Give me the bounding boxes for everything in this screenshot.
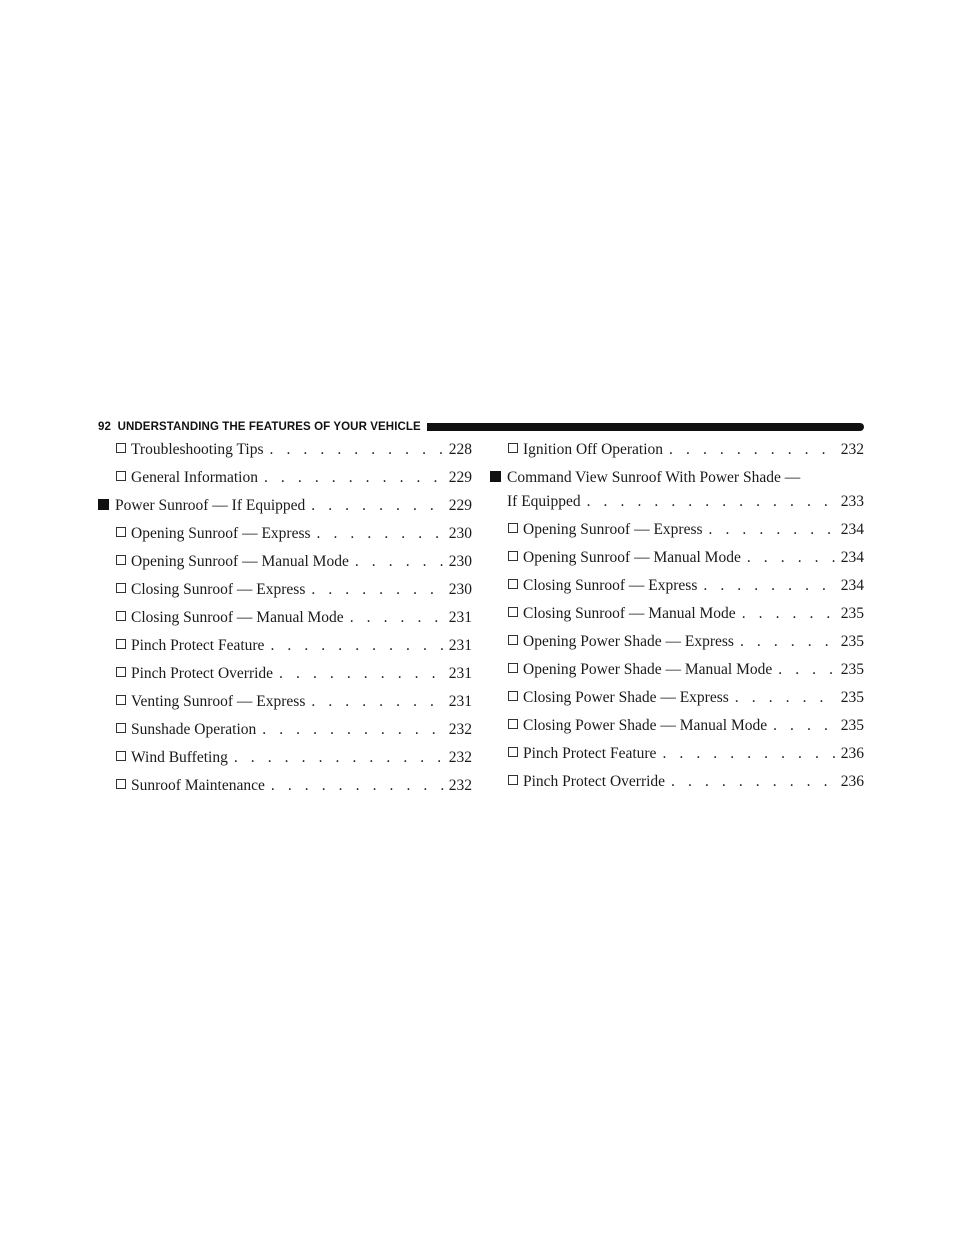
- toc-entry-page: 230: [448, 581, 472, 598]
- toc-entry[interactable]: [98, 608, 472, 628]
- hollow-square-icon: [508, 443, 518, 453]
- leader-dots: [669, 440, 837, 460]
- toc-entry-page: 231: [448, 665, 472, 682]
- leader-dots: [311, 580, 444, 600]
- hollow-square-icon: [508, 607, 518, 617]
- leader-dots: [311, 692, 444, 712]
- toc-entry-page: 234: [840, 549, 864, 566]
- toc-entry-label: Ignition Off Operation: [523, 441, 664, 458]
- hollow-square-icon: [116, 471, 126, 481]
- leader-dots: [317, 524, 445, 544]
- toc-entry-label: Pinch Protect Override: [523, 773, 666, 790]
- toc-entry-page: 234: [840, 521, 864, 538]
- toc-entry[interactable]: [490, 520, 864, 540]
- toc-entry-label: Opening Power Shade — Express: [523, 633, 734, 650]
- leader-dots: [703, 576, 836, 596]
- toc-entry[interactable]: [490, 632, 864, 652]
- toc-entry[interactable]: [98, 720, 472, 740]
- hollow-square-icon: [116, 639, 126, 649]
- leader-dots: [264, 468, 445, 488]
- filled-square-icon: [98, 499, 109, 510]
- leader-dots: [234, 748, 445, 768]
- toc-entry-page: 232: [448, 721, 472, 738]
- leader-dots: [355, 552, 445, 572]
- header-rule: [427, 423, 864, 431]
- toc-entry-label: Sunshade Operation: [131, 721, 257, 738]
- toc-entry-label: Closing Sunroof — Manual Mode: [523, 605, 736, 622]
- hollow-square-icon: [508, 747, 518, 757]
- toc-entry-page: 235: [840, 633, 864, 650]
- leader-dots: [270, 440, 445, 460]
- leader-dots: [778, 660, 837, 680]
- hollow-square-icon: [508, 523, 518, 533]
- toc-entry[interactable]: [490, 576, 864, 596]
- toc-entry-page: 230: [448, 525, 472, 542]
- hollow-square-icon: [116, 667, 126, 677]
- toc-entry-page: 236: [840, 773, 864, 790]
- toc-left-column: [98, 440, 472, 804]
- hollow-square-icon: [508, 719, 518, 729]
- toc-entry-page: 231: [448, 637, 472, 654]
- hollow-square-icon: [508, 775, 518, 785]
- toc-entry[interactable]: [98, 524, 472, 544]
- leader-dots: [279, 664, 445, 684]
- toc-entry-label: Pinch Protect Feature: [131, 637, 265, 654]
- toc-entry[interactable]: [98, 692, 472, 712]
- toc-entry-label: Sunroof Maintenance: [131, 777, 265, 794]
- toc-entry-label: Opening Sunroof — Manual Mode: [131, 553, 349, 570]
- toc-entry[interactable]: [98, 468, 472, 488]
- header-text: [98, 420, 427, 434]
- hollow-square-icon: [508, 635, 518, 645]
- toc-entry[interactable]: [490, 688, 864, 708]
- toc-entry-page: 236: [840, 745, 864, 762]
- leader-dots: [735, 688, 837, 708]
- leader-dots: [271, 776, 445, 796]
- leader-dots: [742, 604, 837, 624]
- toc-entry-main[interactable]: [490, 468, 864, 512]
- hollow-square-icon: [116, 779, 126, 789]
- toc-entry-label: Opening Power Shade — Manual Mode: [523, 661, 773, 678]
- toc-right-column: [490, 440, 864, 800]
- toc-entry-label: Venting Sunroof — Express: [131, 693, 306, 710]
- hollow-square-icon: [508, 663, 518, 673]
- toc-entry-label: Opening Sunroof — Manual Mode: [523, 549, 741, 566]
- toc-entry-page: 230: [448, 553, 472, 570]
- leader-dots: [747, 548, 837, 568]
- toc-entry[interactable]: [98, 440, 472, 460]
- toc-entry-label: Closing Sunroof — Manual Mode: [131, 609, 344, 626]
- leader-dots: [671, 772, 837, 792]
- hollow-square-icon: [116, 611, 126, 621]
- toc-entry-label-continued: If Equipped: [507, 493, 581, 510]
- toc-entry-label: Opening Sunroof — Express: [131, 525, 311, 542]
- toc-entry-label: Closing Power Shade — Express: [523, 689, 729, 706]
- hollow-square-icon: [116, 527, 126, 537]
- toc-entry[interactable]: [490, 772, 864, 792]
- toc-entry-page: 235: [840, 605, 864, 622]
- page-header: [98, 420, 864, 434]
- toc-entry[interactable]: [490, 716, 864, 736]
- toc-entry[interactable]: [98, 664, 472, 684]
- hollow-square-icon: [116, 555, 126, 565]
- toc-entry-page: 231: [448, 693, 472, 710]
- toc-entry-page: 235: [840, 689, 864, 706]
- hollow-square-icon: [508, 691, 518, 701]
- toc-entry-label: Command View Sunroof With Power Shade —: [507, 469, 801, 486]
- section-title: UNDERSTANDING THE FEATURES OF YOUR VEHICLE: [117, 421, 421, 433]
- toc-entry-label: Pinch Protect Override: [131, 665, 274, 682]
- leader-dots: [350, 608, 445, 628]
- hollow-square-icon: [116, 695, 126, 705]
- toc-entry-page: 232: [448, 749, 472, 766]
- leader-dots: [662, 744, 836, 764]
- toc-entry-page: 233: [840, 493, 864, 510]
- toc-entry-label: Closing Power Shade — Manual Mode: [523, 717, 768, 734]
- toc-entry-page: 229: [448, 497, 472, 514]
- toc-entry-page: 234: [840, 577, 864, 594]
- toc-entry-label: Opening Sunroof — Express: [523, 521, 703, 538]
- hollow-square-icon: [116, 751, 126, 761]
- filled-square-icon: [490, 471, 501, 482]
- toc-entry-page: 232: [840, 441, 864, 458]
- leader-dots: [270, 636, 444, 656]
- leader-dots: [262, 720, 444, 740]
- toc-entry-page: 228: [448, 441, 472, 458]
- toc-entry[interactable]: [98, 636, 472, 656]
- hollow-square-icon: [116, 443, 126, 453]
- toc-entry-label: Troubleshooting Tips: [131, 441, 264, 458]
- leader-dots: [773, 716, 837, 736]
- toc-entry[interactable]: [98, 580, 472, 600]
- toc-entry-label: Pinch Protect Feature: [523, 745, 657, 762]
- toc-entry-label: Closing Sunroof — Express: [131, 581, 306, 598]
- toc-entry[interactable]: [98, 776, 472, 796]
- leader-dots: [311, 496, 444, 516]
- toc-entry-page: 235: [840, 717, 864, 734]
- toc-entry-label: General Information: [131, 469, 258, 486]
- toc-entry[interactable]: [490, 548, 864, 568]
- toc-entry[interactable]: [490, 660, 864, 680]
- leader-dots: [587, 492, 837, 512]
- toc-entry-page: 235: [840, 661, 864, 678]
- hollow-square-icon: [116, 583, 126, 593]
- toc-entry-label: Wind Buffeting: [131, 749, 228, 766]
- hollow-square-icon: [508, 579, 518, 589]
- toc-entry[interactable]: [98, 552, 472, 572]
- toc-entry[interactable]: [98, 748, 472, 768]
- toc-entry[interactable]: [490, 604, 864, 624]
- toc-entry-page: 232: [448, 777, 472, 794]
- leader-dots: [740, 632, 837, 652]
- leader-dots: [709, 520, 837, 540]
- toc-entry-label: Closing Sunroof — Express: [523, 577, 698, 594]
- toc-entry[interactable]: [490, 440, 864, 460]
- hollow-square-icon: [116, 723, 126, 733]
- page-number: 92: [98, 421, 111, 433]
- toc-entry[interactable]: [490, 744, 864, 764]
- hollow-square-icon: [508, 551, 518, 561]
- toc-entry-page: 231: [448, 609, 472, 626]
- toc-entry-main[interactable]: [98, 496, 472, 516]
- toc-entry-label: Power Sunroof — If Equipped: [115, 497, 306, 514]
- toc-entry-page: 229: [448, 469, 472, 486]
